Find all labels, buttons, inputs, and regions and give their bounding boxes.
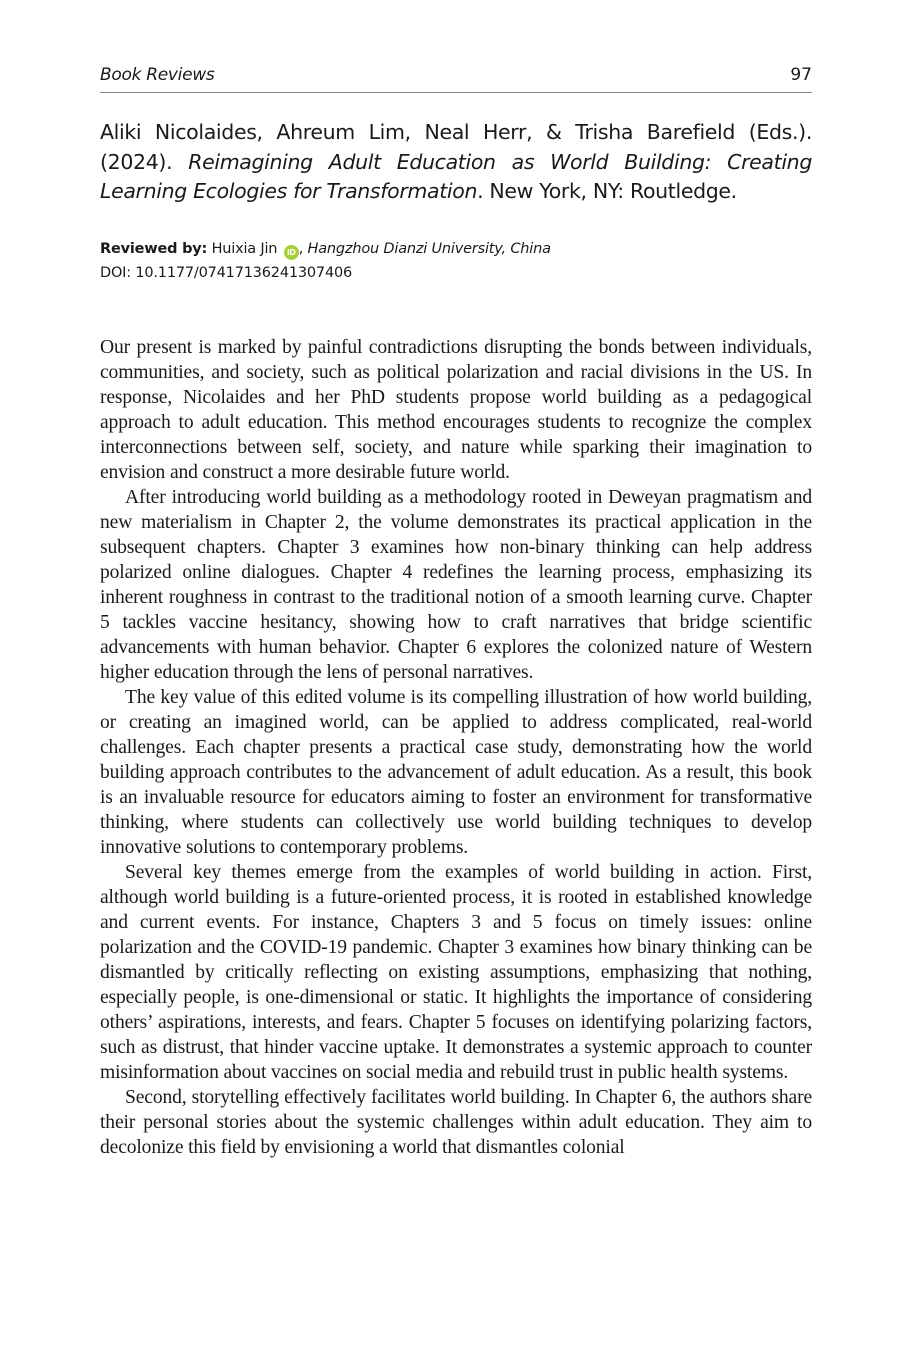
citation-authors: Aliki Nicolaides, Ahreum Lim, Neal Herr, & Trisha Barefield (Eds.). (2024). [100,120,812,174]
review-meta [100,237,812,285]
reviewed-by-label: Reviewed by: [100,241,208,257]
book-citation [100,118,812,207]
affiliation-separator: , [298,241,308,257]
reviewer-line [100,237,812,261]
paragraph: Our present is marked by painful contradictions disrupting the bonds between individuals, communities, and society, such as political polarization and racial divisions in the US. In response, Nicolaides and her PhD students propose world building as a pedagogical approach to adult education. This method encourages students to recognize the complex interconnections between self, society, and nature while sparking their imagination to envision and construct a more desirable future world. [100,337,812,483]
citation-publisher: . New York, NY: Routledge. [477,179,737,203]
reviewer-affiliation: Hangzhou Dianzi University, China [307,241,551,257]
reviewer-name: Huixia Jin [207,241,278,257]
paragraph: The key value of this edited volume is its compelling illustration of how world building, or creating an imagined world, can be applied to address complicated, real-world challenges. Each chapter presents a practical case study, demonstrating how the world building approach contributes to the advancement of adult education. As a result, this book is an invaluable resource for educators aiming to foster an environment for transformative thinking, where students can collectively use world building techniques to develop innovative solutions to contemporary problems. [100,687,812,858]
section-title: Book Reviews [100,65,215,85]
paragraph: Second, storytelling effectively facilitates world building. In Chapter 6, the authors share their personal stories about the systemic challenges within adult education. They aim to decolonize this field by envisioning a world that dismantles colonial [100,1087,812,1158]
paragraph: Several key themes emerge from the examples of world building in action. First, although world building is a future-oriented process, it is rooted in established knowledge and current events. For instance, Chapters 3 and 5 focus on timely issues: online polarization and the COVID-19 pandemic. Chapter 3 examines how binary thinking can be dismantled by critically reflecting on existing assumptions, emphasizing that nothing, especially people, is one-dimensional or static. It highlights the importance of considering others’ aspirations, interests, and fears. Chapter 5 focuses on identifying polarizing factors, such as distrust, that hinder vaccine uptake. It demonstrates a systemic approach to counter misinformation about vaccines on social media and rebuild trust in public health systems. [100,862,812,1083]
paragraph: After introducing world building as a methodology rooted in Deweyan pragmatism and new materialism in Chapter 2, the volume demonstrates its practical application in the subsequent chapters. Chapter 3 examines how non-binary thinking can help address polarized online dialogues. Chapter 4 redefines the learning process, emphasizing its inherent roughness in contrast to the traditional notion of a smooth learning curve. Chapter 5 tackles vaccine hesitancy, showing how to craft narratives that bridge scientific advancements with human behavior. Chapter 6 explores the colonized nature of Western higher education through the lens of personal narratives. [100,487,812,683]
page-number: 97 [790,65,812,85]
orcid-icon[interactable]: iD [284,245,299,260]
running-head [100,64,812,93]
book-title: Reimagining Adult Education as World Building: Creating Learning Ecologies for Transformation [100,149,812,203]
doi[interactable]: DOI: 10.1177/07417136241307406 [100,265,353,281]
review-body [100,335,812,1160]
